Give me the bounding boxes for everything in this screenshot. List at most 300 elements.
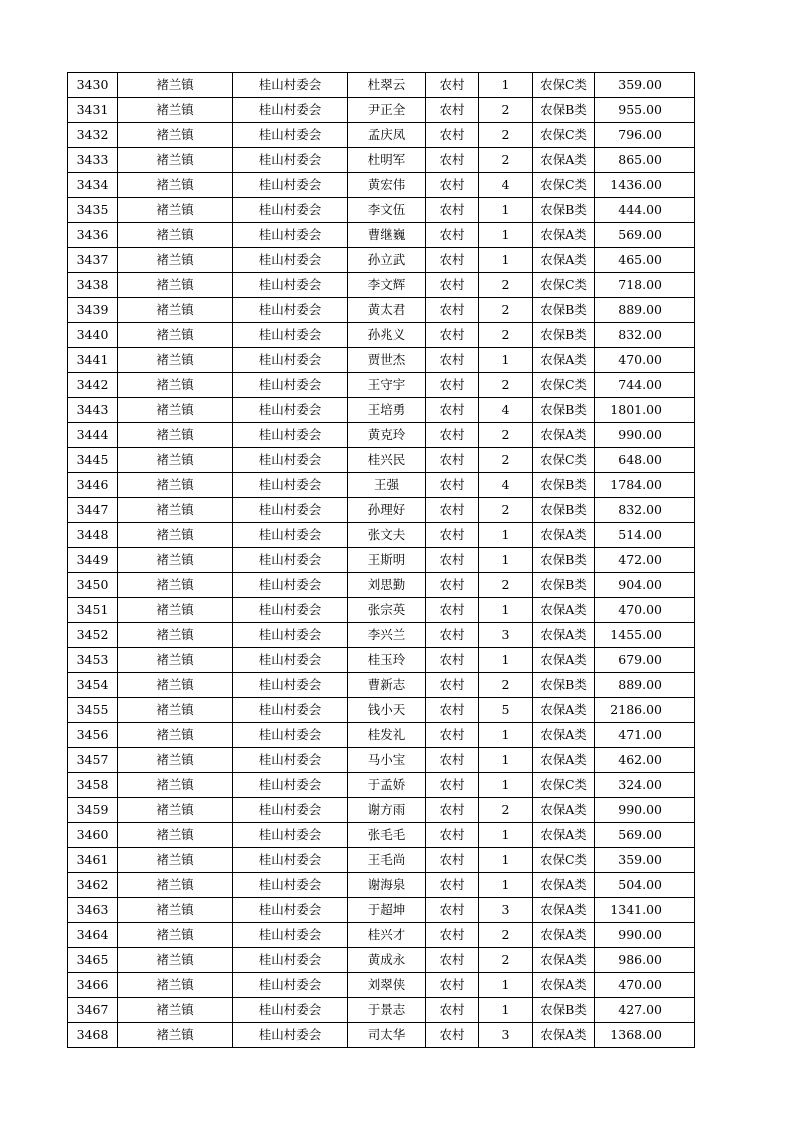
name-cell: 黄太君 (348, 298, 426, 323)
amount-cell: 514.00 (595, 523, 695, 548)
table-row (68, 448, 695, 473)
insurance-class-cell: 农保C类 (533, 373, 595, 398)
household-size-cell: 4 (479, 473, 533, 498)
household-size-cell: 2 (479, 298, 533, 323)
town-cell: 褚兰镇 (118, 373, 233, 398)
table-row (68, 498, 695, 523)
insurance-class-cell: 农保B类 (533, 573, 595, 598)
records-body (68, 73, 695, 1048)
insurance-class-cell: 农保A类 (533, 523, 595, 548)
name-cell: 张宗英 (348, 598, 426, 623)
table-row (68, 673, 695, 698)
town-cell: 褚兰镇 (118, 123, 233, 148)
insurance-class-cell: 农保C类 (533, 123, 595, 148)
village-cell: 桂山村委会 (233, 723, 348, 748)
village-cell: 桂山村委会 (233, 498, 348, 523)
amount-cell: 990.00 (595, 423, 695, 448)
row-index-cell: 3443 (68, 398, 118, 423)
household-size-cell: 2 (479, 448, 533, 473)
row-index-cell: 3451 (68, 598, 118, 623)
area-type-cell: 农村 (426, 248, 479, 273)
name-cell: 贾世杰 (348, 348, 426, 373)
insurance-class-cell: 农保A类 (533, 623, 595, 648)
town-cell: 褚兰镇 (118, 223, 233, 248)
town-cell: 褚兰镇 (118, 798, 233, 823)
name-cell: 钱小天 (348, 698, 426, 723)
insurance-class-cell: 农保C类 (533, 848, 595, 873)
name-cell: 于孟娇 (348, 773, 426, 798)
insurance-class-cell: 农保B类 (533, 398, 595, 423)
row-index-cell: 3449 (68, 548, 118, 573)
village-cell: 桂山村委会 (233, 123, 348, 148)
town-cell: 褚兰镇 (118, 698, 233, 723)
town-cell: 褚兰镇 (118, 923, 233, 948)
town-cell: 褚兰镇 (118, 548, 233, 573)
name-cell: 曹新志 (348, 673, 426, 698)
row-index-cell: 3468 (68, 1023, 118, 1048)
village-cell: 桂山村委会 (233, 598, 348, 623)
insurance-class-cell: 农保A类 (533, 1023, 595, 1048)
name-cell: 谢海泉 (348, 873, 426, 898)
town-cell: 褚兰镇 (118, 673, 233, 698)
town-cell: 褚兰镇 (118, 723, 233, 748)
table-row (68, 273, 695, 298)
household-size-cell: 2 (479, 373, 533, 398)
amount-cell: 832.00 (595, 323, 695, 348)
village-cell: 桂山村委会 (233, 348, 348, 373)
town-cell: 褚兰镇 (118, 998, 233, 1023)
insurance-class-cell: 农保A类 (533, 148, 595, 173)
village-cell: 桂山村委会 (233, 398, 348, 423)
household-size-cell: 2 (479, 948, 533, 973)
area-type-cell: 农村 (426, 748, 479, 773)
insurance-class-cell: 农保B类 (533, 473, 595, 498)
household-size-cell: 1 (479, 198, 533, 223)
amount-cell: 1341.00 (595, 898, 695, 923)
name-cell: 孟庆凤 (348, 123, 426, 148)
row-index-cell: 3431 (68, 98, 118, 123)
insurance-class-cell: 农保B类 (533, 298, 595, 323)
row-index-cell: 3435 (68, 198, 118, 223)
row-index-cell: 3460 (68, 823, 118, 848)
area-type-cell: 农村 (426, 773, 479, 798)
row-index-cell: 3437 (68, 248, 118, 273)
household-size-cell: 1 (479, 648, 533, 673)
row-index-cell: 3459 (68, 798, 118, 823)
area-type-cell: 农村 (426, 673, 479, 698)
amount-cell: 504.00 (595, 873, 695, 898)
amount-cell: 1784.00 (595, 473, 695, 498)
table-row (68, 623, 695, 648)
area-type-cell: 农村 (426, 148, 479, 173)
row-index-cell: 3440 (68, 323, 118, 348)
town-cell: 褚兰镇 (118, 848, 233, 873)
name-cell: 尹正全 (348, 98, 426, 123)
table-row (68, 173, 695, 198)
area-type-cell: 农村 (426, 598, 479, 623)
town-cell: 褚兰镇 (118, 198, 233, 223)
table-row (68, 198, 695, 223)
table-row (68, 848, 695, 873)
table-row (68, 223, 695, 248)
insurance-class-cell: 农保A类 (533, 948, 595, 973)
row-index-cell: 3450 (68, 573, 118, 598)
insurance-class-cell: 农保A类 (533, 248, 595, 273)
amount-cell: 955.00 (595, 98, 695, 123)
insurance-class-cell: 农保A类 (533, 898, 595, 923)
row-index-cell: 3432 (68, 123, 118, 148)
name-cell: 桂玉玲 (348, 648, 426, 673)
insurance-class-cell: 农保A类 (533, 223, 595, 248)
household-size-cell: 3 (479, 623, 533, 648)
name-cell: 桂兴才 (348, 923, 426, 948)
name-cell: 桂兴民 (348, 448, 426, 473)
insurance-class-cell: 农保B类 (533, 498, 595, 523)
village-cell: 桂山村委会 (233, 198, 348, 223)
village-cell: 桂山村委会 (233, 248, 348, 273)
area-type-cell: 农村 (426, 298, 479, 323)
insurance-class-cell: 农保A类 (533, 973, 595, 998)
village-cell: 桂山村委会 (233, 898, 348, 923)
insurance-class-cell: 农保A类 (533, 923, 595, 948)
area-type-cell: 农村 (426, 473, 479, 498)
household-size-cell: 2 (479, 148, 533, 173)
name-cell: 曹继巍 (348, 223, 426, 248)
area-type-cell: 农村 (426, 723, 479, 748)
name-cell: 杜明军 (348, 148, 426, 173)
row-index-cell: 3456 (68, 723, 118, 748)
name-cell: 孙兆义 (348, 323, 426, 348)
household-size-cell: 1 (479, 723, 533, 748)
insurance-class-cell: 农保C类 (533, 273, 595, 298)
area-type-cell: 农村 (426, 498, 479, 523)
insurance-class-cell: 农保B类 (533, 673, 595, 698)
amount-cell: 470.00 (595, 973, 695, 998)
village-cell: 桂山村委会 (233, 623, 348, 648)
area-type-cell: 农村 (426, 1023, 479, 1048)
town-cell: 褚兰镇 (118, 898, 233, 923)
amount-cell: 889.00 (595, 298, 695, 323)
table-row (68, 548, 695, 573)
table-row (68, 73, 695, 98)
area-type-cell: 农村 (426, 73, 479, 98)
row-index-cell: 3455 (68, 698, 118, 723)
amount-cell: 1436.00 (595, 173, 695, 198)
village-cell: 桂山村委会 (233, 373, 348, 398)
name-cell: 于超坤 (348, 898, 426, 923)
insurance-class-cell: 农保B类 (533, 198, 595, 223)
amount-cell: 986.00 (595, 948, 695, 973)
table-row (68, 298, 695, 323)
name-cell: 王培勇 (348, 398, 426, 423)
row-index-cell: 3438 (68, 273, 118, 298)
row-index-cell: 3462 (68, 873, 118, 898)
area-type-cell: 农村 (426, 973, 479, 998)
area-type-cell: 农村 (426, 623, 479, 648)
household-size-cell: 2 (479, 423, 533, 448)
insurance-class-cell: 农保B类 (533, 998, 595, 1023)
table-row (68, 948, 695, 973)
amount-cell: 1368.00 (595, 1023, 695, 1048)
amount-cell: 470.00 (595, 348, 695, 373)
amount-cell: 444.00 (595, 198, 695, 223)
row-index-cell: 3461 (68, 848, 118, 873)
name-cell: 王斯明 (348, 548, 426, 573)
row-index-cell: 3446 (68, 473, 118, 498)
household-size-cell: 1 (479, 548, 533, 573)
area-type-cell: 农村 (426, 373, 479, 398)
household-size-cell: 2 (479, 673, 533, 698)
village-cell: 桂山村委会 (233, 448, 348, 473)
table-row (68, 798, 695, 823)
town-cell: 褚兰镇 (118, 948, 233, 973)
town-cell: 褚兰镇 (118, 973, 233, 998)
row-index-cell: 3447 (68, 498, 118, 523)
village-cell: 桂山村委会 (233, 1023, 348, 1048)
area-type-cell: 农村 (426, 998, 479, 1023)
row-index-cell: 3453 (68, 648, 118, 673)
town-cell: 褚兰镇 (118, 773, 233, 798)
household-size-cell: 2 (479, 98, 533, 123)
amount-cell: 427.00 (595, 998, 695, 1023)
amount-cell: 832.00 (595, 498, 695, 523)
household-size-cell: 2 (479, 923, 533, 948)
town-cell: 褚兰镇 (118, 748, 233, 773)
table-row (68, 423, 695, 448)
insurance-class-cell: 农保B类 (533, 323, 595, 348)
table-row (68, 973, 695, 998)
row-index-cell: 3433 (68, 148, 118, 173)
town-cell: 褚兰镇 (118, 273, 233, 298)
row-index-cell: 3442 (68, 373, 118, 398)
village-cell: 桂山村委会 (233, 998, 348, 1023)
amount-cell: 324.00 (595, 773, 695, 798)
amount-cell: 889.00 (595, 673, 695, 698)
name-cell: 张文夫 (348, 523, 426, 548)
amount-cell: 1455.00 (595, 623, 695, 648)
name-cell: 于景志 (348, 998, 426, 1023)
name-cell: 刘翠侠 (348, 973, 426, 998)
household-size-cell: 3 (479, 898, 533, 923)
row-index-cell: 3458 (68, 773, 118, 798)
village-cell: 桂山村委会 (233, 573, 348, 598)
village-cell: 桂山村委会 (233, 848, 348, 873)
amount-cell: 718.00 (595, 273, 695, 298)
insurance-class-cell: 农保A类 (533, 698, 595, 723)
town-cell: 褚兰镇 (118, 1023, 233, 1048)
area-type-cell: 农村 (426, 423, 479, 448)
insurance-class-cell: 农保A类 (533, 723, 595, 748)
area-type-cell: 农村 (426, 923, 479, 948)
town-cell: 褚兰镇 (118, 298, 233, 323)
household-size-cell: 2 (479, 573, 533, 598)
table-row (68, 398, 695, 423)
household-size-cell: 1 (479, 248, 533, 273)
area-type-cell: 农村 (426, 398, 479, 423)
village-cell: 桂山村委会 (233, 148, 348, 173)
table-row (68, 823, 695, 848)
insurance-class-cell: 农保B类 (533, 98, 595, 123)
table-row (68, 1023, 695, 1048)
insurance-class-cell: 农保A类 (533, 823, 595, 848)
village-cell: 桂山村委会 (233, 323, 348, 348)
area-type-cell: 农村 (426, 273, 479, 298)
row-index-cell: 3444 (68, 423, 118, 448)
name-cell: 黄成永 (348, 948, 426, 973)
amount-cell: 359.00 (595, 848, 695, 873)
amount-cell: 865.00 (595, 148, 695, 173)
area-type-cell: 农村 (426, 573, 479, 598)
table-row (68, 748, 695, 773)
household-size-cell: 2 (479, 798, 533, 823)
town-cell: 褚兰镇 (118, 573, 233, 598)
village-cell: 桂山村委会 (233, 648, 348, 673)
household-size-cell: 3 (479, 1023, 533, 1048)
name-cell: 桂发礼 (348, 723, 426, 748)
insurance-class-cell: 农保C类 (533, 448, 595, 473)
name-cell: 王强 (348, 473, 426, 498)
area-type-cell: 农村 (426, 173, 479, 198)
area-type-cell: 农村 (426, 198, 479, 223)
name-cell: 杜翠云 (348, 73, 426, 98)
amount-cell: 796.00 (595, 123, 695, 148)
household-size-cell: 2 (479, 273, 533, 298)
insurance-class-cell: 农保C类 (533, 73, 595, 98)
insurance-class-cell: 农保C类 (533, 173, 595, 198)
village-cell: 桂山村委会 (233, 548, 348, 573)
table-row (68, 373, 695, 398)
town-cell: 褚兰镇 (118, 248, 233, 273)
village-cell: 桂山村委会 (233, 748, 348, 773)
town-cell: 褚兰镇 (118, 173, 233, 198)
village-cell: 桂山村委会 (233, 973, 348, 998)
amount-cell: 470.00 (595, 598, 695, 623)
household-size-cell: 1 (479, 348, 533, 373)
area-type-cell: 农村 (426, 648, 479, 673)
row-index-cell: 3448 (68, 523, 118, 548)
amount-cell: 679.00 (595, 648, 695, 673)
village-cell: 桂山村委会 (233, 948, 348, 973)
amount-cell: 744.00 (595, 373, 695, 398)
name-cell: 李兴兰 (348, 623, 426, 648)
household-size-cell: 2 (479, 323, 533, 348)
town-cell: 褚兰镇 (118, 598, 233, 623)
town-cell: 褚兰镇 (118, 148, 233, 173)
row-index-cell: 3463 (68, 898, 118, 923)
table-row (68, 598, 695, 623)
insurance-class-cell: 农保A类 (533, 598, 595, 623)
household-size-cell: 2 (479, 498, 533, 523)
village-cell: 桂山村委会 (233, 473, 348, 498)
table-row (68, 98, 695, 123)
name-cell: 李文伍 (348, 198, 426, 223)
village-cell: 桂山村委会 (233, 173, 348, 198)
household-size-cell: 5 (479, 698, 533, 723)
town-cell: 褚兰镇 (118, 823, 233, 848)
row-index-cell: 3436 (68, 223, 118, 248)
town-cell: 褚兰镇 (118, 873, 233, 898)
table-row (68, 773, 695, 798)
row-index-cell: 3454 (68, 673, 118, 698)
table-row (68, 648, 695, 673)
town-cell: 褚兰镇 (118, 423, 233, 448)
table-row (68, 873, 695, 898)
household-size-cell: 2 (479, 123, 533, 148)
name-cell: 李文辉 (348, 273, 426, 298)
table-row (68, 148, 695, 173)
amount-cell: 648.00 (595, 448, 695, 473)
amount-cell: 904.00 (595, 573, 695, 598)
insurance-class-cell: 农保B类 (533, 548, 595, 573)
village-cell: 桂山村委会 (233, 98, 348, 123)
area-type-cell: 农村 (426, 223, 479, 248)
name-cell: 司太华 (348, 1023, 426, 1048)
household-size-cell: 1 (479, 523, 533, 548)
table-row (68, 473, 695, 498)
insurance-class-cell: 农保A类 (533, 423, 595, 448)
table-row (68, 523, 695, 548)
amount-cell: 2186.00 (595, 698, 695, 723)
name-cell: 张毛毛 (348, 823, 426, 848)
amount-cell: 471.00 (595, 723, 695, 748)
area-type-cell: 农村 (426, 523, 479, 548)
household-size-cell: 1 (479, 973, 533, 998)
area-type-cell: 农村 (426, 448, 479, 473)
table-row (68, 323, 695, 348)
household-size-cell: 1 (479, 823, 533, 848)
row-index-cell: 3457 (68, 748, 118, 773)
row-index-cell: 3467 (68, 998, 118, 1023)
town-cell: 褚兰镇 (118, 73, 233, 98)
amount-cell: 990.00 (595, 798, 695, 823)
table-row (68, 723, 695, 748)
town-cell: 褚兰镇 (118, 623, 233, 648)
name-cell: 黄克玲 (348, 423, 426, 448)
name-cell: 王守宇 (348, 373, 426, 398)
table-row (68, 573, 695, 598)
name-cell: 谢方雨 (348, 798, 426, 823)
table-row (68, 998, 695, 1023)
name-cell: 马小宝 (348, 748, 426, 773)
town-cell: 褚兰镇 (118, 348, 233, 373)
amount-cell: 569.00 (595, 823, 695, 848)
area-type-cell: 农村 (426, 323, 479, 348)
name-cell: 孙立武 (348, 248, 426, 273)
area-type-cell: 农村 (426, 98, 479, 123)
table-row (68, 248, 695, 273)
row-index-cell: 3439 (68, 298, 118, 323)
village-cell: 桂山村委会 (233, 698, 348, 723)
town-cell: 褚兰镇 (118, 648, 233, 673)
town-cell: 褚兰镇 (118, 498, 233, 523)
area-type-cell: 农村 (426, 848, 479, 873)
town-cell: 褚兰镇 (118, 323, 233, 348)
row-index-cell: 3445 (68, 448, 118, 473)
insurance-class-cell: 农保A类 (533, 348, 595, 373)
name-cell: 黄宏伟 (348, 173, 426, 198)
table-row (68, 898, 695, 923)
name-cell: 孙理好 (348, 498, 426, 523)
amount-cell: 462.00 (595, 748, 695, 773)
name-cell: 王毛尚 (348, 848, 426, 873)
amount-cell: 359.00 (595, 73, 695, 98)
area-type-cell: 农村 (426, 873, 479, 898)
household-size-cell: 1 (479, 998, 533, 1023)
household-size-cell: 1 (479, 773, 533, 798)
area-type-cell: 农村 (426, 123, 479, 148)
village-cell: 桂山村委会 (233, 423, 348, 448)
village-cell: 桂山村委会 (233, 873, 348, 898)
